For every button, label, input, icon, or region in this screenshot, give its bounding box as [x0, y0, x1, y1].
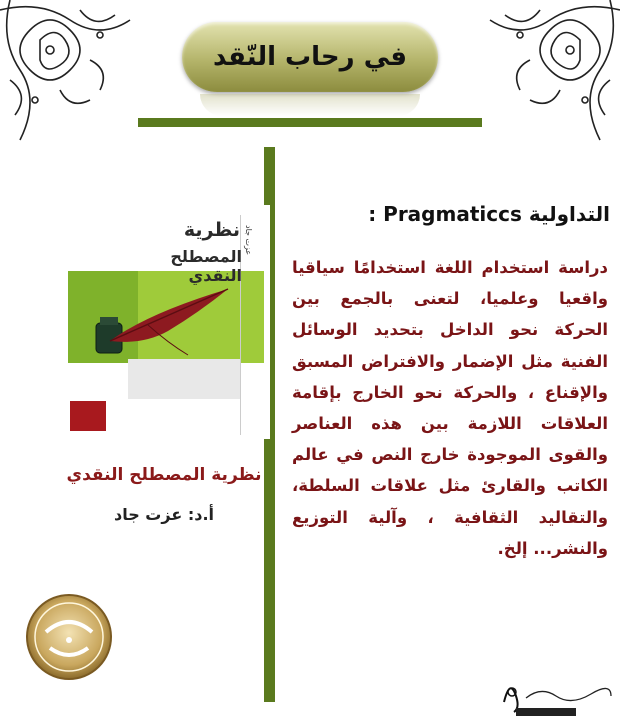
quill-icon [88, 283, 238, 383]
signature-icon [496, 672, 616, 718]
cover-publisher-logo [70, 401, 106, 431]
book-title: نظرية المصطلح النقدي [66, 465, 262, 485]
ornament-corner-right-icon [480, 0, 620, 150]
emblem-logo-icon [24, 592, 114, 682]
cover-author: عزت جاد [244, 225, 253, 256]
banner-reflection [200, 94, 420, 116]
article-paragraph: دراسة استخدام اللغة استخدامًا سياقيا واقعيا وعلميا، لتعنى بالجمع بين الحركة نحو الداخل بتحديد الوسائل الفنية مثل الإضمار والافتراض المسبق والإقناع ، والحركة نحو الخارج بإقامة العلاقات اللازمة بين هذه العناصر والقوى الموجودة خارج النص في عالم الكاتب والقارئ مثل علاقات السلطة، والتقاليد الثقافية ، وآلية التوزيع والنشر... إلخ. [292, 258, 608, 558]
horizontal-divider [138, 118, 482, 127]
cover-title: نظرية [183, 219, 240, 241]
title-banner [182, 22, 438, 92]
book-cover [58, 205, 270, 439]
banner-title: في رحاب النّقد [212, 42, 408, 72]
cover-subtitle: المصطلح النقدي [170, 247, 242, 285]
ornament-corner-left-icon [0, 0, 140, 150]
book-author: أ.د: عزت جاد [113, 505, 215, 524]
article-heading: التداولية Pragmaticcs : [368, 202, 610, 226]
